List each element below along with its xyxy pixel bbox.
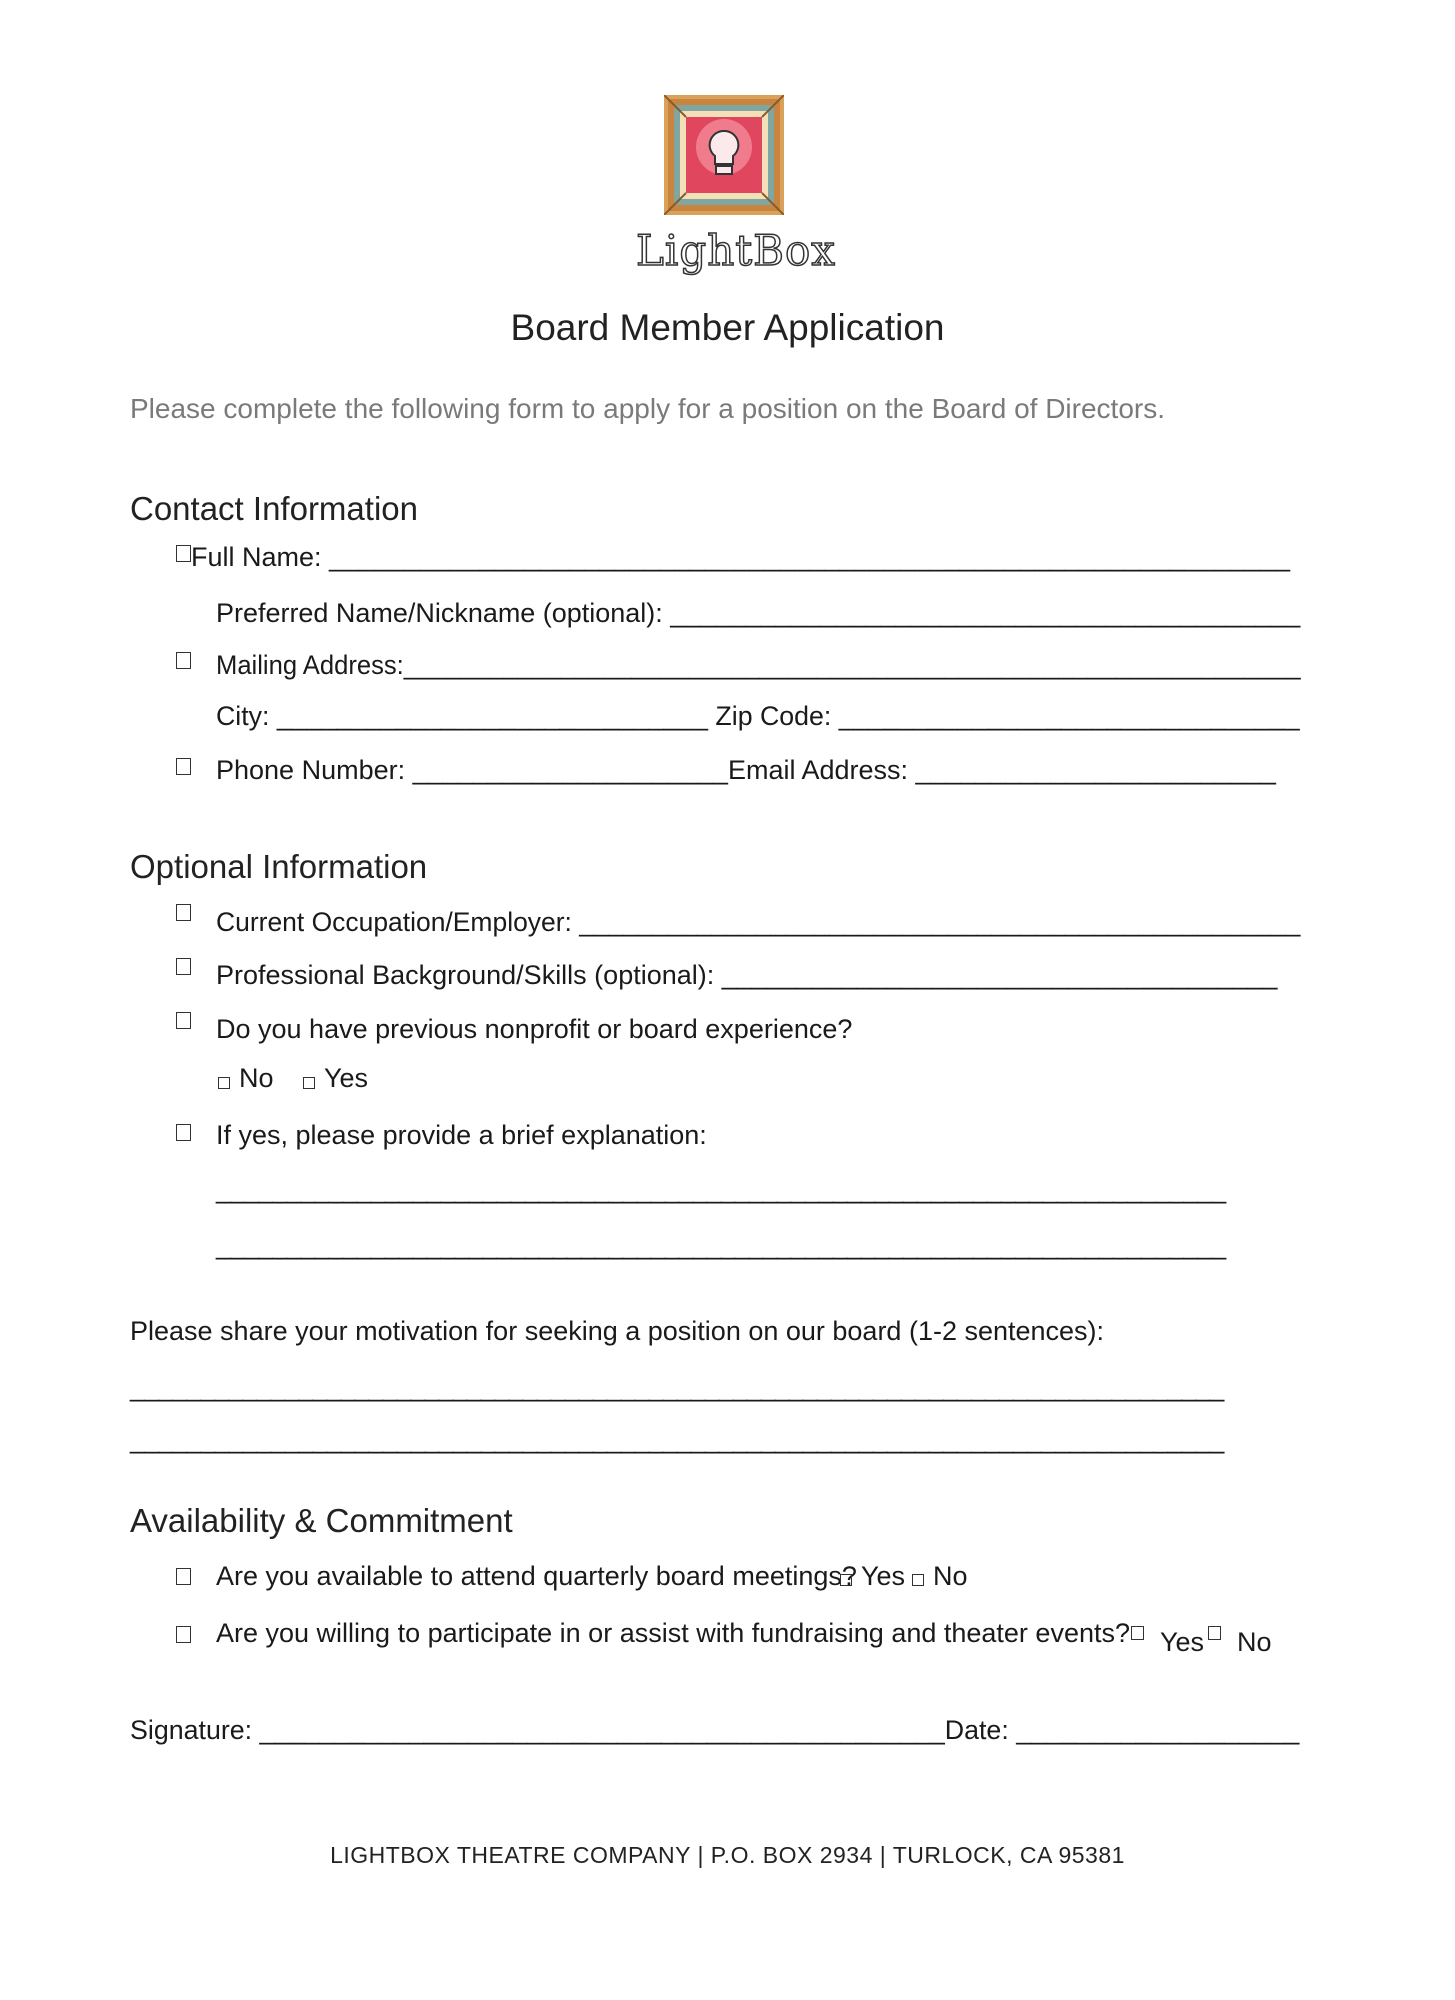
fundraising-yes-label: Yes [1160, 1627, 1205, 1657]
city-zip-field[interactable]: City: _____________________________ Zip Code: _______________________________ [216, 701, 1300, 731]
explanation-checkbox[interactable] [176, 1124, 191, 1141]
lightbox-logo-icon [664, 95, 784, 215]
section-heading-optional: Optional Information [130, 848, 428, 885]
phone-email-field[interactable]: Phone Number: _____________________Email Address: ________________________ [216, 755, 1276, 785]
fundraising-no-label: No [1237, 1627, 1272, 1657]
background-checkbox[interactable] [176, 958, 191, 975]
meetings-checkbox[interactable] [176, 1568, 191, 1585]
background-field[interactable]: Professional Background/Skills (optional): _____________________________________ [216, 960, 1278, 990]
motivation-question: Please share your motivation for seeking a position on our board (1-2 sentences): [130, 1316, 1105, 1346]
meetings-yes-checkbox[interactable] [840, 1574, 852, 1586]
fundraising-checkbox[interactable] [176, 1626, 191, 1643]
meetings-yes-label: Yes [861, 1561, 906, 1591]
meetings-question: Are you available to attend quarterly board meetings? [216, 1561, 857, 1591]
full-name-checkbox[interactable] [176, 545, 191, 562]
fundraising-yes-checkbox[interactable] [1131, 1626, 1144, 1640]
intro-text: Please complete the following form to apply for a position on the Board of Directors. [130, 393, 1165, 424]
mailing-address-field[interactable]: Mailing Address:_______________________________________________________________ [216, 650, 1301, 680]
experience-question: Do you have previous nonprofit or board experience? [216, 1014, 853, 1044]
footer-address: LIGHTBOX THEATRE COMPANY | P.O. BOX 2934 | TURLOCK, CA 95381 [330, 1842, 1125, 1868]
section-heading-availability: Availability & Commitment [130, 1502, 513, 1539]
meetings-no-label: No [933, 1561, 968, 1591]
fundraising-no-checkbox[interactable] [1208, 1626, 1221, 1640]
section-heading-contact: Contact Information [130, 490, 418, 527]
signature-date-field[interactable]: Signature: ______________________________________________Date: ___________________ [130, 1715, 1300, 1745]
experience-checkbox[interactable] [176, 1012, 191, 1029]
motivation-line-2[interactable]: ______________________________________________________________________________ [130, 1424, 1224, 1454]
experience-no-checkbox[interactable] [218, 1077, 230, 1089]
explanation-line-1[interactable]: ________________________________________________________________________ [216, 1174, 1226, 1204]
page-title: Board Member Application [510, 307, 945, 348]
full-name-field[interactable]: Full Name: ________________________________________________________________ [191, 542, 1291, 572]
motivation-line-1[interactable]: ______________________________________________________________________________ [130, 1372, 1224, 1402]
experience-no-label: No [239, 1063, 274, 1093]
fundraising-question: Are you willing to participate in or assist with fundraising and theater events? [216, 1618, 1130, 1648]
preferred-name-field[interactable]: Preferred Name/Nickname (optional): __________________________________________ [216, 598, 1301, 628]
experience-yes-label: Yes [324, 1063, 369, 1093]
explanation-question: If yes, please provide a brief explanation: [216, 1120, 707, 1150]
logo-wordmark: LightBox [636, 226, 836, 275]
meetings-no-checkbox[interactable] [912, 1574, 924, 1586]
experience-yes-checkbox[interactable] [303, 1077, 315, 1089]
phone-email-checkbox[interactable] [176, 758, 191, 775]
occupation-checkbox[interactable] [176, 904, 191, 921]
mailing-address-checkbox[interactable] [176, 652, 191, 669]
occupation-field[interactable]: Current Occupation/Employer: _________________________________________________ [216, 907, 1301, 937]
explanation-line-2[interactable]: ________________________________________________________________________ [216, 1230, 1226, 1260]
